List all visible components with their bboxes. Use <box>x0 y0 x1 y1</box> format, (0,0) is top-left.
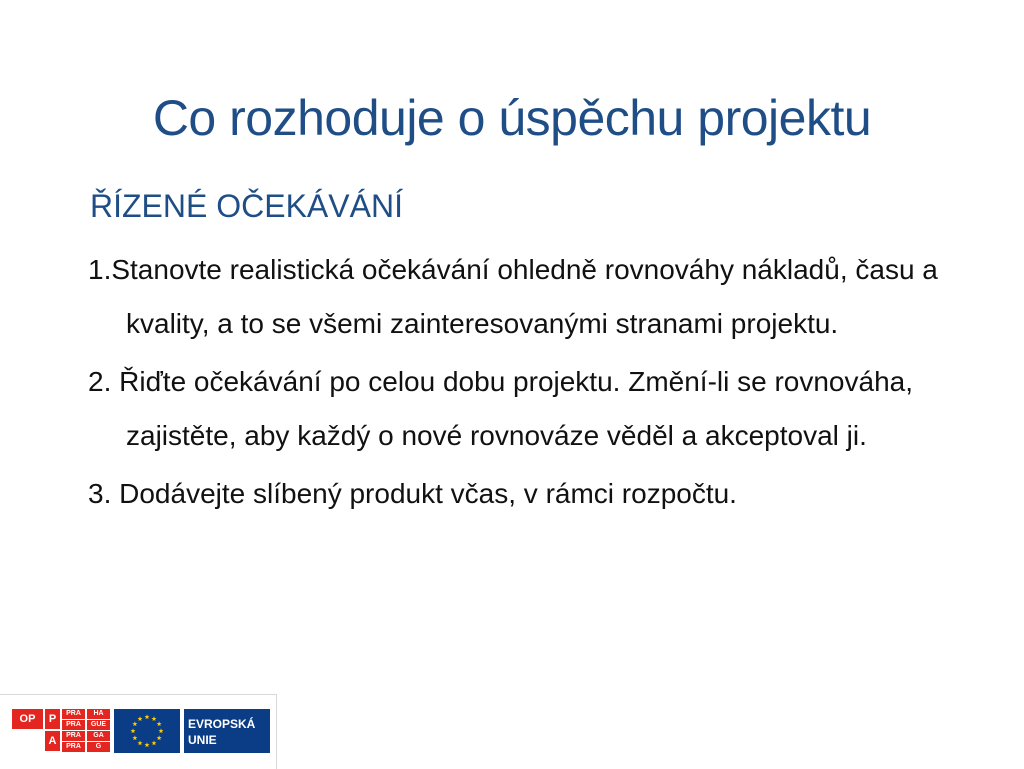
eu-label-line2: UNIE <box>188 733 217 747</box>
list-item-3: 3. Dodávejte slíbený produkt včas, v rámci rozpočtu. <box>88 478 737 509</box>
praha-logo-cell: PRA <box>62 742 85 752</box>
praha-logo <box>62 709 110 753</box>
eu-label-line1: EVROPSKÁ <box>188 717 256 731</box>
oppa-logo-cell: P <box>45 709 60 729</box>
praha-logo-cell: GUE <box>87 720 110 730</box>
list-item-1: 1.Stanovte realistická očekávání ohledně rovnováhy nákladů, času a kvality, a to se všemi zainteresovanými stranami projektu. <box>88 254 938 339</box>
praha-logo-cell: PRA <box>62 709 85 719</box>
oppa-logo-cell: A <box>45 731 60 751</box>
slide-title: Co rozhoduje o úspěchu projektu <box>152 90 872 146</box>
oppa-logo <box>12 709 60 753</box>
praha-logo-cell: GA <box>87 731 110 741</box>
praha-logo-cell: HA <box>87 709 110 719</box>
logo-strip <box>0 694 277 769</box>
eu-flag-icon <box>114 709 180 753</box>
item-list <box>88 243 988 525</box>
list-item-2: 2. Řiďte očekávání po celou dobu projektu. Změní-li se rovnováha, zajistěte, aby každý o nové rovnováze věděl a akceptoval ji. <box>88 366 914 451</box>
praha-logo-cell: PRA <box>62 731 85 741</box>
eu-label <box>184 709 270 753</box>
oppa-logo-cell: OP <box>12 709 43 729</box>
praha-logo-cell: G <box>87 742 110 752</box>
slide-subtitle: ŘÍZENÉ OČEKÁVÁNÍ <box>90 188 403 224</box>
praha-logo-cell: PRA <box>62 720 85 730</box>
